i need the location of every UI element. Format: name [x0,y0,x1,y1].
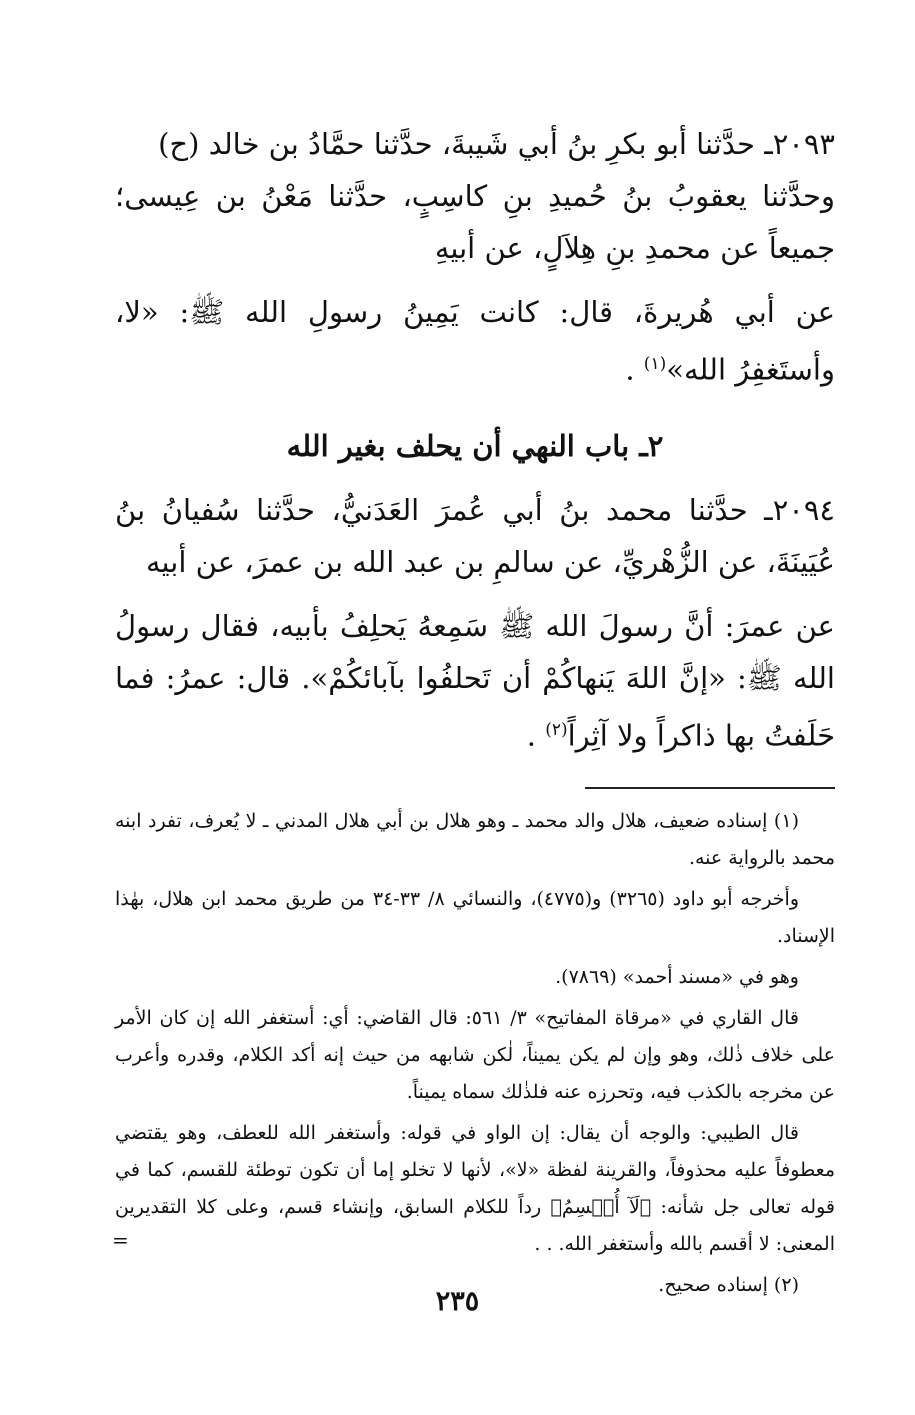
footnote-2: (٢) إسناده صحيح. [658,1274,799,1297]
chapter-heading: ٢ـ باب النهي أن يحلف بغير الله [286,428,664,463]
continuation-marker: = [112,1228,129,1252]
page-content [115,118,835,1304]
footnote-1-a: (١) إسناده ضعيف، هلال والد محمد ـ وهو هلال بن أبي هلال المدني ـ لا يُعرف، تفرد ابنه محمد بالرواية عنه. [115,810,835,870]
hadith-2093-end: . [625,352,635,387]
page-number: ٢٣٥ [435,1286,480,1317]
footnote-1-b: وأخرجه أبو داود (٣٢٦٥) و(٤٧٧٥)، والنسائي ٨/ ٣٣-٣٤ من طريق محمد ابن هلال، بهٰذا الإسناد. [115,888,835,948]
footnote-ref-2: (٢) [545,719,568,740]
hadith-2093-chain: ٢٠٩٣ـ حدَّثنا أبو بكرِ بنُ أبي شَيبةَ، حدَّثنا حمَّادُ بن خالد (ح) [158,127,835,161]
footnote-1-d: قال القاري في «مرقاة المفاتيح» ٣/ ٥٦١: قال القاضي: أي: أستغفر الله إن كان الأمر على خلاف ذٰلك، وهو وإن لم يكن يميناً، لٰكن شابهه من حيث إنه أكد الكلام، وقدره وأعرب عن مخرجه بالكذب فيه، وتحرزه عنه فلذٰلك سماه يميناً. [115,1007,835,1104]
hadith-2094-matn-text: عن عمرَ: أنَّ رسولَ الله ﷺ سَمِعهُ يَحلِفُ بأبيه، فقال رسولُ الله ﷺ: «إنَّ اللهَ يَنهاكُمْ أن تَحلفُوا بآبائكُمْ». قال: عمرُ: فما حَلَفتُ بها ذاكراً ولا آثِراً [115,608,835,753]
hadith-2093-chain-2: وحدَّثنا يعقوبُ بنُ حُميدِ بنِ كاسِبٍ، حدَّثنا مَعْنُ بن عِيسى؛ جميعاً عن محمدِ بنِ هِلاَلٍ، عن أبيهِ [115,179,835,265]
footnote-ref-1: (١) [643,354,667,374]
hadith-2094-chain [115,484,835,588]
main-text [115,118,835,761]
footnote-1-e: قال الطيبي: والوجه أن يقال: إن الواو في قوله: وأستغفر الله للعطف، وهو يقتضي معطوفاً عليه محذوفاً، والقرينة لفظة «لا»، لأنها لا تخلو إما أن تكون توطئة للقسم، كما في قوله تعالى جل شأنه: ﴿لَآ أُقۡسِمُ﴾ رداً للكلام السابق، وإنشاء قسم، وعلى كلا التقديرين المعنى: لا أقسم بالله وأستغفر الله. . . [115,1122,835,1256]
hadith-2094-matn [115,600,835,762]
hadith-2093-chain-line [115,118,835,170]
hadith-2093-matn-text: عن أبي هُريرةَ، قال: كانت يَمِينُ رسولِ الله ﷺ: «لا، وأستَغفِرُ الله» [115,295,835,387]
footnotes [115,803,835,1304]
footnote-separator [585,787,835,789]
hadith-2094-chain-text: ٢٠٩٤ـ حدَّثنا محمد بنُ أبي عُمرَ العَدَنيُّ، حدَّثنا سُفيانُ بنُ عُيَينَةَ، عن الزُّهْريِّ، عن سالمِ بن عبد الله بن عمرَ، عن أبيه [115,492,835,579]
hadith-2094-end: . [526,718,536,753]
hadith-2093-matn [115,286,835,396]
hadith-2093-chain-continued [115,170,835,274]
footnote-1-c: وهو في «مسند أحمد» (٧٨٦٩). [555,966,799,989]
